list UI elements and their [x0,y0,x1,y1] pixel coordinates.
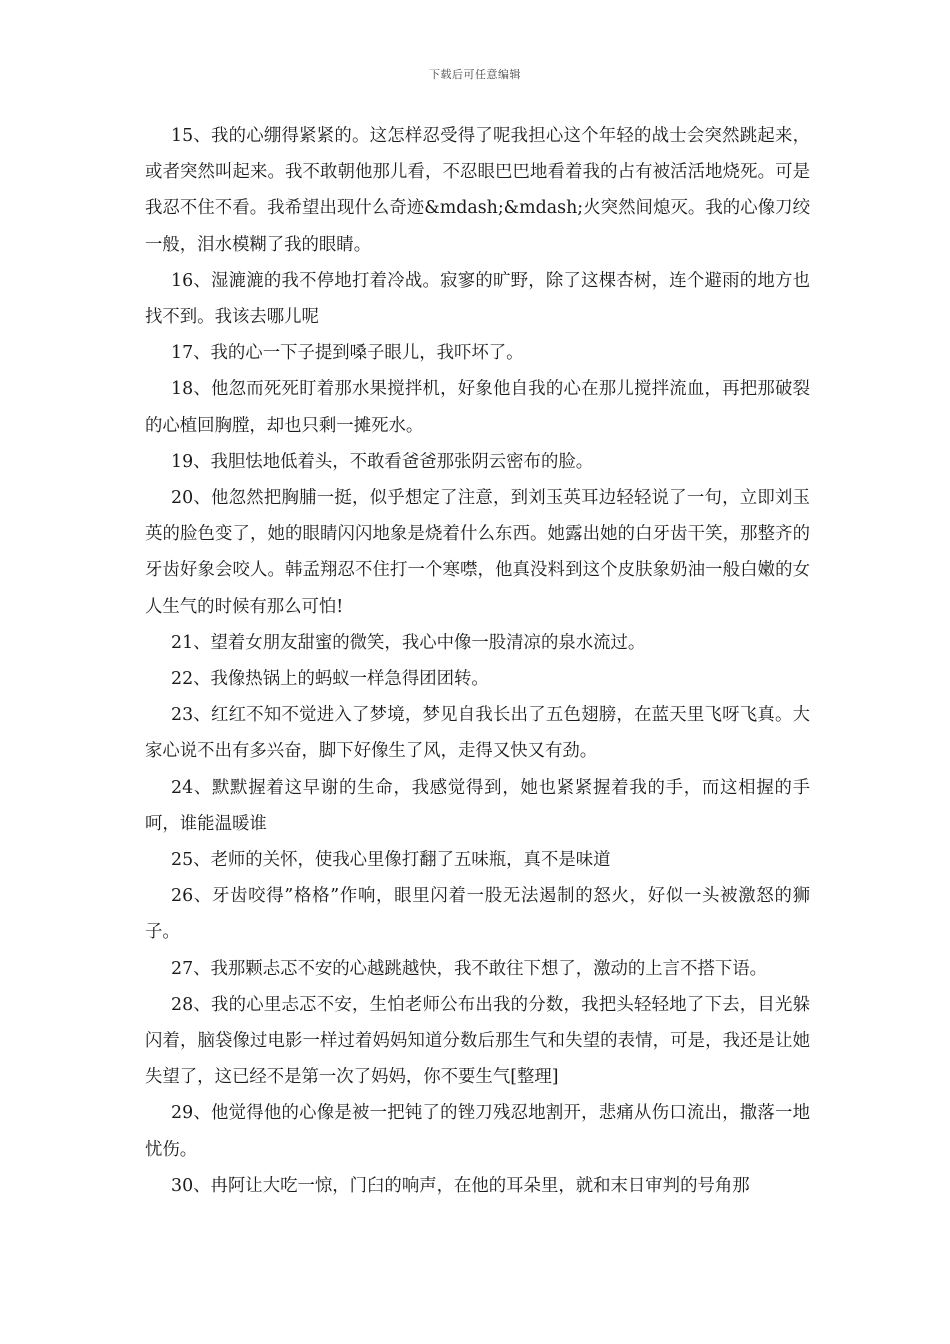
paragraph-29: 29、他觉得他的心像是被一把钝了的锉刀残忍地割开，悲痛从伤口流出，撒落一地忧伤。 [145,1103,810,1160]
paragraph-26: 26、牙齿咬得”格格”作响，眼里闪着一股无法遏制的怒火，好似一头被激怒的狮子。 [145,886,810,943]
paragraph-15: 15、我的心绷得紧紧的。这怎样忍受得了呢我担心这个年轻的战士会突然跳起来，或者突然叫起来。我不敢朝他那儿看，不忍眼巴巴地看着我的占有被活活地烧死。可是我忍不住不看。我希望出现什么奇迹&mdash;&mdash;火突然间熄灭。我的心像刀绞一般，泪水模糊了我的眼睛。 [145,126,810,255]
paragraph-21: 21、望着女朋友甜蜜的微笑，我心中像一股清凉的泉水流过。 [171,632,646,653]
paragraph-19: 19、我胆怯地低着头，不敢看爸爸那张阴云密布的脸。 [171,451,594,472]
paragraph-30: 30、冉阿让大吃一惊，门臼的响声，在他的耳朵里，就和末日审判的号角那 [171,1175,750,1196]
paragraph-28: 28、我的心里忐忑不安，生怕老师公布出我的分数，我把头轻轻地了下去，目光躲闪着，脑袋像过电影一样过着妈妈知道分数后那生气和失望的表情，可是，我还是让她失望了，这已经不是第一次了妈妈，你不要生气[整理] [145,994,810,1088]
paragraph-23: 23、红红不知不觉进入了梦境，梦见自我长出了五色翅膀，在蓝天里飞呀飞真。大家心说不出有多兴奋，脚下好像生了风，走得又快又有劲。 [145,705,810,762]
document-body [145,118,810,1204]
paragraph-16: 16、湿漉漉的我不停地打着冷战。寂寥的旷野，除了这棵杏树，连个避雨的地方也找不到。我该去哪儿呢 [145,270,810,328]
paragraph-22: 22、我像热锅上的蚂蚁一样急得团团转。 [171,669,489,690]
paragraph-20: 20、他忽然把胸脯一挺，似乎想定了注意，到刘玉英耳边轻轻说了一句，立即刘玉英的脸色变了，她的眼睛闪闪地象是烧着什么东西。她露出她的白牙齿干笑，那整齐的牙齿好象会咬人。韩孟翔忍不住打一个寒噤，他真没料到这个皮肤象奶油一般白嫩的女人生气的时候有那么可怕! [145,488,810,617]
paragraph-27: 27、我那颗忐忑不安的心越跳越快，我不敢往下想了，激动的上言不搭下语。 [171,958,768,979]
paragraph-18: 18、他忽而死死盯着那水果搅拌机，好象他自我的心在那儿搅拌流血，再把那破裂的心植回胸膛，却也只剩一摊死水。 [145,379,810,436]
paragraph-25: 25、老师的关怀，使我心里像打翻了五味瓶，真不是味道 [171,850,611,871]
paragraph-17: 17、我的心一下子提到嗓子眼儿，我吓坏了。 [171,343,524,364]
paragraph-24: 24、默默握着这早谢的生命，我感觉得到，她也紧紧握着我的手，而这相握的手呵，谁能温暖谁 [145,777,810,834]
page-header: 下载后可任意编辑 [429,68,521,81]
